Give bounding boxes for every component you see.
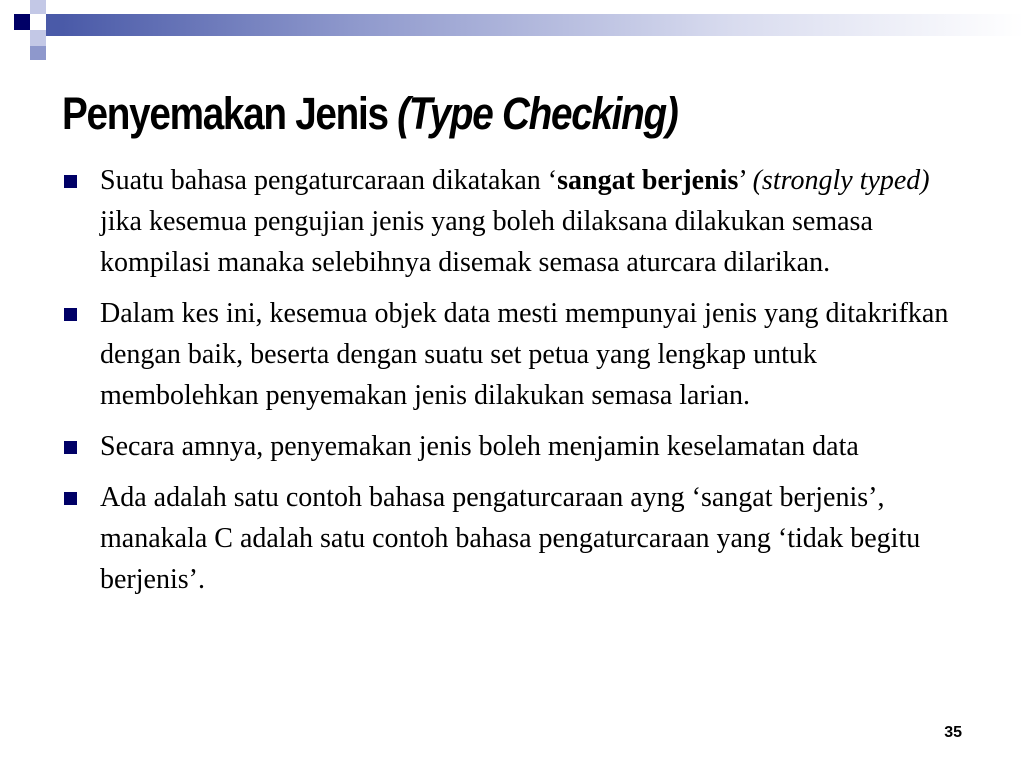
title-italic: (Type Checking)	[397, 88, 678, 139]
page-number: 35	[944, 724, 962, 741]
bullet-text: ’	[738, 165, 753, 196]
bullet-list	[62, 160, 972, 610]
deco-square	[14, 14, 30, 30]
deco-square	[30, 0, 46, 14]
bullet-item	[62, 477, 972, 600]
deco-square	[30, 30, 46, 46]
bullet-bold-text: sangat berjenis	[557, 165, 739, 196]
bullet-item	[62, 293, 972, 416]
bullet-text: Secara amnya, penyemakan jenis boleh menjamin keselamatan data	[100, 431, 859, 462]
slide-title	[62, 84, 677, 144]
deco-square	[62, 0, 78, 14]
header-decoration	[0, 0, 1024, 70]
square-bullet-icon	[64, 492, 77, 505]
square-bullet-icon	[64, 441, 77, 454]
title-main: Penyemakan Jenis	[62, 88, 398, 139]
bullet-text: jika kesemua pengujian jenis yang boleh dilaksana dilakukan semasa kompilasi manaka selebihnya disemak semasa aturcara dilarikan.	[100, 206, 873, 278]
deco-square	[30, 46, 46, 60]
deco-square	[46, 14, 62, 36]
bullet-text: Dalam kes ini, kesemua objek data mesti mempunyai jenis yang ditakrifkan dengan baik, beserta dengan suatu set petua yang lengkap untuk membolehkan penyemakan jenis dilakukan semasa larian.	[100, 298, 949, 411]
square-bullet-icon	[64, 308, 77, 321]
bullet-item	[62, 426, 972, 467]
square-bullet-icon	[64, 175, 77, 188]
bullet-text: Ada adalah satu contoh bahasa pengaturcaraan ayng ‘sangat berjenis’, manakala C adalah satu contoh bahasa pengaturcaraan yang ‘tidak begitu berjenis’.	[100, 482, 921, 595]
bullet-text: Suatu bahasa pengaturcaraan dikatakan ‘	[100, 165, 558, 196]
bullet-item	[62, 160, 972, 283]
bullet-italic-text: (strongly typed)	[752, 165, 930, 196]
deco-gradient-bar	[62, 14, 1024, 36]
